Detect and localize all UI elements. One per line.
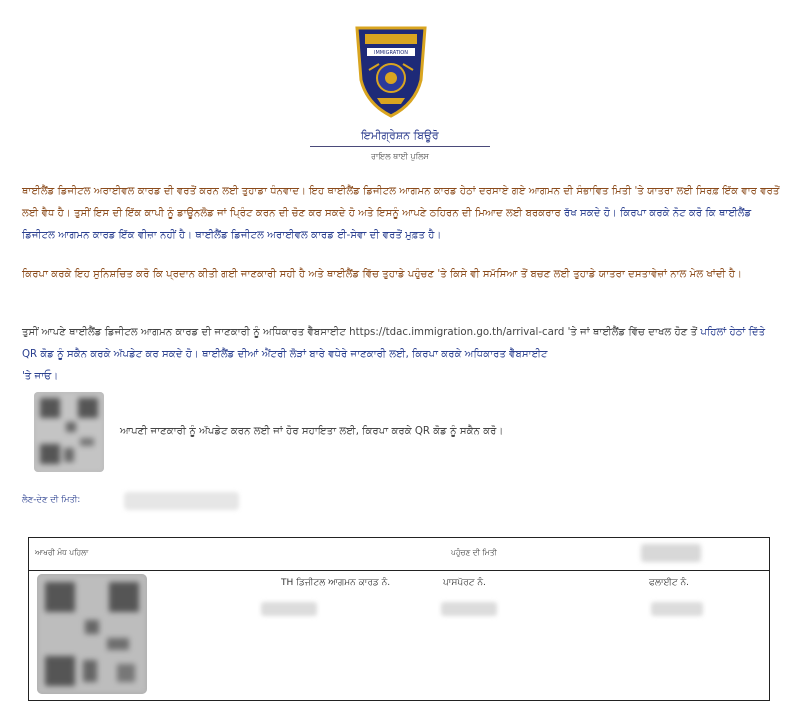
card-header-row — [29, 538, 769, 571]
intro-text-a: ਥਾਈਲੈਂਡ ਡਿਜੀਟਲ ਅਰਾਈਵਲ ਕਾਰਡ ਦੀ ਵਰਤੋਂ ਕਰਨ ਲਈ ਤੁਹਾਡਾ ਧੰਨਵਾਦ। ਇਹ ਥਾਈਲੈਂਡ ਡਿਜੀਟਲ ਆਗਮਨ ਕਾਰਡ ਹੇਠਾਂ ਦਰਸਾਏ ਗਏ ਆਗਮਨ ਦੀ ਸੰਭਾਵਿਤ ਮਿਤੀ 'ਤੇ ਯਾਤਰਾ ਲਈ ਸਿਰਫ਼ ਇੱਕ ਵਾਰ ਵਰਤੋਂ ਲਈ ਵੈਧ ਹੈ। ਤੁਸੀਂ ਇਸ ਦੀ ਇੱਕ ਕਾਪੀ ਨੂੰ ਡਾਊਨਲੋਡ ਜਾਂ ਪ੍ਰਿੰਟ ਕਰਨ ਦੀ ਚੋਣ ਕਰ ਸਕਦੇ ਹੋ ਅਤੇ ਇਸਨੂੰ ਆਪਣੇ ਠਹਿਰਨ ਦੀ ਮਿਆਦ ਲਈ ਬਰਕਰਾਰ — [22, 186, 780, 219]
update-text-c: 'ਤੇ ਜਾਓ। — [22, 371, 59, 382]
immigration-bureau-logo — [351, 20, 431, 120]
tdac-number-label: TH ਡਿਜੀਟਲ ਆਗਮਨ ਕਾਰਡ ਨੰ. — [281, 578, 391, 588]
update-qr-code[interactable] — [34, 392, 104, 472]
arrival-date-label: ਪਹੁੰਚਣ ਦੀ ਮਿਤੀ — [451, 548, 497, 557]
qr-instruction: ਆਪਣੀ ਜਾਣਕਾਰੀ ਨੂੰ ਅੱਪਡੇਟ ਕਰਨ ਲਈ ਜਾਂ ਹੋਰ ਸਹਾਇਤਾ ਲਈ, ਕਿਰਪਾ ਕਰਕੇ QR ਕੋਡ ਨੂੰ ਸਕੈਨ ਕਰੋ। — [120, 426, 504, 437]
flight-number-label: ਫਲਾਈਟ ਨੰ. — [649, 578, 690, 588]
org-name: ਇਮੀਗ੍ਰੇਸ਼ਨ ਬਿਊਰੋ — [361, 129, 439, 142]
flight-number-value-redacted — [651, 602, 703, 616]
traveler-name-label: ਆਖਰੀ ਮੰਧ ਪਹਿਲਾ — [35, 548, 89, 557]
svg-text:IMMIGRATION: IMMIGRATION — [374, 50, 408, 56]
arrival-date-value-redacted — [641, 544, 701, 562]
passport-number-value-redacted — [441, 602, 497, 616]
intro-paragraph — [22, 181, 782, 247]
qr-code-icon — [37, 574, 147, 694]
arrival-card-qr-code[interactable] — [37, 574, 147, 694]
header-divider — [310, 146, 490, 147]
tdac-number-value-redacted — [261, 602, 317, 616]
update-text-a: ਤੁਸੀਂ ਆਪਣੇ ਥਾਈਲੈਂਡ ਡਿਜੀਟਲ ਆਗਮਨ ਕਾਰਡ ਦੀ ਜਾਣਕਾਰੀ ਨੂੰ ਅਧਿਕਾਰਤ ਵੈੱਬਸਾਈਟ https://tdac.immigration.go.th/arrival-card 'ਤੇ ਜਾਂ ਥਾਈਲੈਂਡ ਵਿੱਚ ਦਾਖਲ ਹੋਣ ਤੋਂ — [22, 327, 698, 338]
arrival-card-summary — [28, 537, 770, 701]
qr-code-icon — [34, 392, 104, 472]
intro-text-b: ਰੱਖ ਸਕਦੇ ਹੋ। ਕਿਰਪਾ ਕਰਕੇ ਨੋਟ ਕਰੋ ਕਿ ਥਾਈਲੈਂਡ ਡਿਜੀਟਲ ਆਗਮਨ ਕਾਰਡ ਇੱਕ ਵੀਜ਼ਾ ਨਹੀਂ ਹੈ। ਥਾਈਲੈਂਡ ਡਿਜੀਟਲ ਅਰਾਈਵਲ ਕਾਰਡ ਈ-ਸੇਵਾ ਦੀ ਵਰਤੋਂ ਮੁਫ਼ਤ ਹੈ। — [22, 208, 752, 241]
accuracy-text: ਕਿਰਪਾ ਕਰਕੇ ਇਹ ਸੁਨਿਸ਼ਚਿਤ ਕਰੋ ਕਿ ਪ੍ਰਦਾਨ ਕੀਤੀ ਗਈ ਜਾਣਕਾਰੀ ਸਹੀ ਹੈ ਅਤੇ ਥਾਈਲੈਂਡ ਵਿੱਚ ਤੁਹਾਡੇ ਪਹੁੰਚਣ 'ਤੇ ਕਿਸੇ ਵੀ ਸਮੱਸਿਆ ਤੋਂ ਬਚਣ ਲਈ ਤੁਹਾਡੇ ਯਾਤਰਾ ਦਸਤਾਵੇਜ਼ਾਂ ਨਾਲ ਮੇਲ ਖਾਂਦੀ ਹੈ। — [22, 269, 742, 280]
transaction-date-value-redacted — [124, 492, 239, 510]
transaction-date-label: ਲੈਣ-ਦੇਣ ਦੀ ਮਿਤੀ: — [22, 495, 81, 505]
shield-emblem-icon — [351, 20, 431, 120]
accuracy-paragraph — [22, 264, 782, 286]
update-paragraph — [22, 322, 782, 388]
org-subtitle: ਰਾਇਲ ਥਾਈ ਪੁਲਿਸ — [371, 152, 429, 161]
passport-number-label: ਪਾਸਪੋਰਟ ਨੰ. — [443, 578, 486, 588]
update-text-b: ਪਹਿਲਾਂ ਹੇਠਾਂ ਦਿੱਤੇ QR ਕੋਡ ਨੂੰ ਸਕੈਨ ਕਰਕੇ ਅੱਪਡੇਟ ਕਰ ਸਕਦੇ ਹੋ। ਥਾਈਲੈਂਡ ਦੀਆਂ ਐਂਟਰੀ ਲੋੜਾਂ ਬਾਰੇ ਵਧੇਰੇ ਜਾਣਕਾਰੀ ਲਈ, ਕਿਰਪਾ ਕਰਕੇ ਅਧਿਕਾਰਤ ਵੈੱਬਸਾਈਟ — [22, 327, 766, 360]
